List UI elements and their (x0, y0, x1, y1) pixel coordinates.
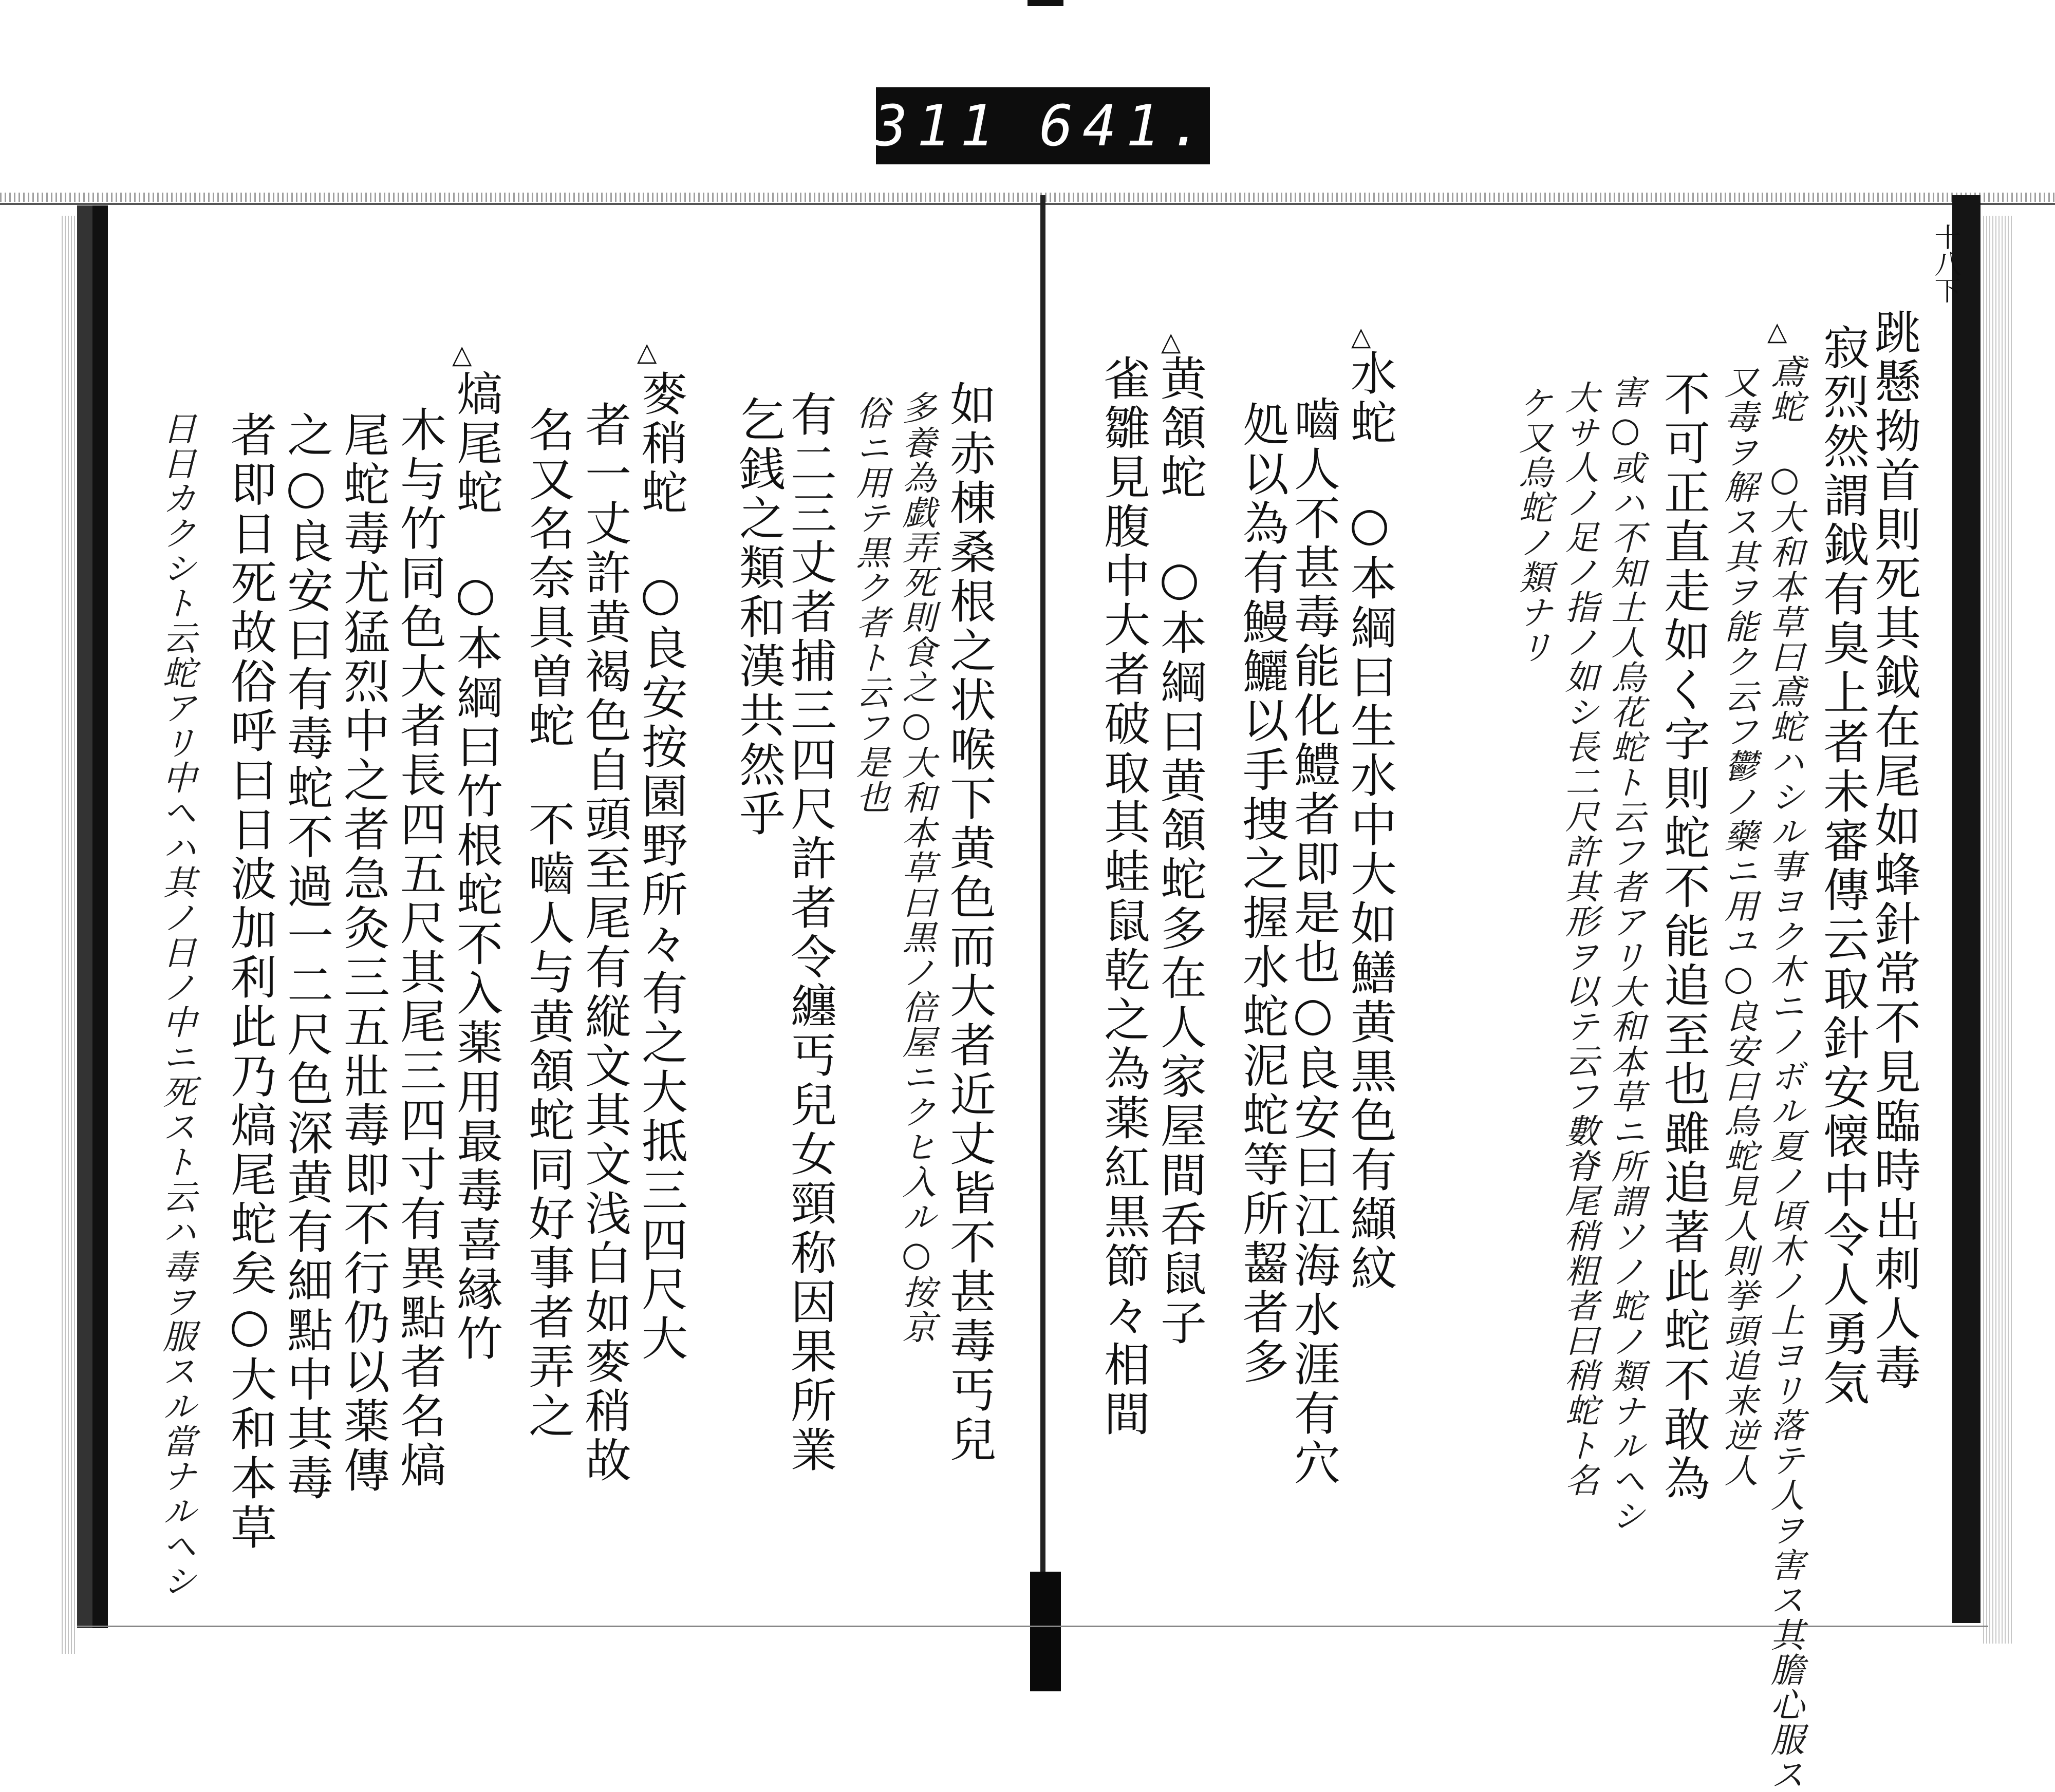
text-column: 処以為有鰻鱺以手捜之握水蛇泥蛇等所齧者多 (1235, 401, 1288, 1387)
text-column: 不可正直走如く字則蛇不能追至也雖追著此蛇不敢為 (1656, 370, 1710, 1504)
left-page-edges (62, 216, 77, 1654)
text-column: ケ又烏蛇ノ類ナリ (1513, 385, 1553, 665)
text-column: 名又名奈具曽蛇 不嚙人与黄頷蛇同好事者弄之 (520, 406, 574, 1441)
text-column: 之○良安曰有毒蛇不過一二尺色深黄有細點中其毒 (279, 411, 333, 1503)
text-column: 雀雛見腹中大者破取其蛙鼠乾之為薬紅黒節々相間 (1096, 354, 1150, 1439)
text-column: 如赤棟桑根之状喉下黄色而大者近丈皆不甚毒丐兒 (942, 380, 996, 1465)
left-book-border (77, 205, 108, 1628)
text-column: 木与竹同色大者長四五尺其尾三四寸有異點者名熇 (392, 406, 446, 1491)
section-marker-icon: △ (1351, 322, 1371, 351)
text-column: 日日カクシト云蛇アリ中ヘハ其ノ日ノ中ニ死スト云ハ毒ヲ服スル當ナルヘシ (157, 411, 196, 1598)
section-marker-icon: △ (1161, 327, 1181, 356)
right-book-border (1952, 195, 1981, 1623)
book-bottom-rule (77, 1626, 1988, 1627)
call-number-part2: 641. (1039, 93, 1212, 159)
text-column: 又毒ヲ解ス其ヲ能ク云フ鬱ノ藥ニ用ユ○良安曰烏蛇見人則挙頭追来逆人 (1718, 365, 1758, 1488)
text-column: 乞銭之類和漢共然乎 (731, 395, 785, 839)
text-column: 水蛇 ○本綱曰生水中大如鱔黄黒色有纈紋 (1342, 349, 1396, 1294)
text-column: 者一丈許黄褐色自頭至尾有縦文其文浅白如麥稍故 (577, 401, 631, 1485)
text-column: 熇尾蛇 ○本綱曰竹根蛇不入薬用最毒喜縁竹 (449, 370, 502, 1364)
text-column: 者即日死故俗呼曰日波加利此乃熇尾蛇矣○大和本草 (222, 411, 276, 1553)
section-marker-icon: △ (637, 337, 657, 367)
section-marker-icon: △ (452, 339, 472, 369)
gutter-shadow (1030, 1572, 1061, 1691)
section-marker-icon: △ (1767, 316, 1787, 346)
text-column: 多養為戯弄死則食之○大和本草曰黒ノ倍屋ニクヒ入ル○按京 (896, 390, 936, 1345)
top-edge-mark (1028, 0, 1063, 6)
book-top-edge (0, 193, 2055, 202)
text-column: 寂烈然謂鉞有臭上者未審傳云取針安懐中令人勇気 (1815, 324, 1869, 1408)
text-column: 嚙人不甚毒能化鱧者即是也○良安曰江海水涯有穴 (1286, 395, 1340, 1488)
call-number-part1: 311 (873, 93, 1003, 159)
text-column: 大サ人ノ足ノ指ノ如シ長二尺許其形ヲ以テ云フ數脊尾稍粗者曰稍蛇ト名 (1559, 380, 1599, 1498)
text-column: 麥稍蛇 ○良安按園野所々有之大抵三四尺大 (633, 370, 687, 1364)
center-gutter (1040, 195, 1045, 1623)
book-top-rule (0, 203, 2055, 205)
text-column: 害○或ハ不知土人烏花蛇ト云フ者アリ大和本草ニ所謂ソノ蛇ノ類ナルヘシ (1605, 375, 1645, 1533)
text-column: 尾蛇毒尤猛烈中之者急灸三五壯毒即不行仍以薬傳 (335, 411, 389, 1496)
text-column: 跳懸拗首則死其鉞在尾如蜂針常不見臨時出刺人毒 (1866, 308, 1920, 1393)
text-column: 黄頷蛇 ○本綱曰黄頷蛇多在人家屋間呑鼠子 (1152, 354, 1206, 1348)
text-column: 俗ニ用テ黒ク者ト云フ是也 (850, 395, 890, 815)
text-column: 有二三丈者捕三四尺許者令纏丐兒女頸称因果所業 (782, 390, 836, 1475)
folio-number: 十八下 (1930, 223, 1960, 304)
right-page-edges (1983, 216, 2014, 1644)
text-column: 鳶蛇 ○大和本草曰鳶蛇ハシル事ヨク木ニノボル夏ノ頃木ノ上ヨリ落テ人ヲ害ス其膽心服ス (1765, 354, 1804, 1792)
call-number-label (873, 87, 1212, 164)
